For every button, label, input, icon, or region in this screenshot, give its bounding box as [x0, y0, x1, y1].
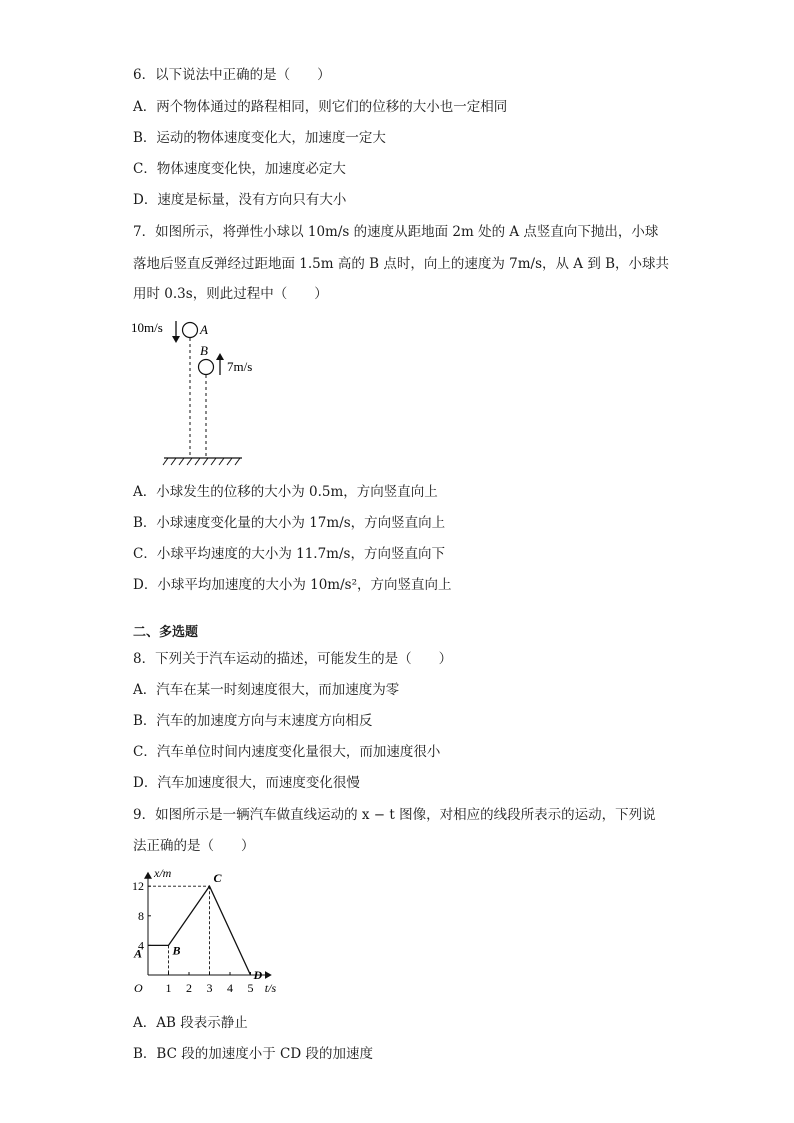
point-label: D — [253, 968, 263, 982]
q9-option-b: B．BC 段的加速度小于 CD 段的加速度 — [133, 1046, 373, 1062]
q8-option-b: B．汽车的加速度方向与末速度方向相反 — [133, 713, 373, 729]
y-tick-label: 4 — [138, 938, 144, 953]
q6-stem: 6．以下说法中正确的是（ ） — [133, 67, 331, 83]
ball-b — [199, 360, 214, 375]
q7-v-up-label: 7m/s — [227, 359, 253, 374]
point-label: B — [172, 943, 181, 958]
label-b: B — [200, 343, 208, 358]
x-tick-label: 5 — [247, 981, 254, 995]
q7-ball-figure — [128, 312, 263, 472]
q9-stem-line2: 法正确的是（ ） — [133, 838, 255, 854]
q8-option-a: A．汽车在某一时刻速度很大，而加速度为零 — [133, 682, 400, 698]
x-tick-label: 1 — [165, 981, 172, 995]
q6-option-a: A．两个物体通过的路程相同，则它们的位移的大小也一定相同 — [133, 99, 508, 115]
q8-stem: 8．下列关于汽车运动的描述，可能发生的是（ ） — [133, 651, 453, 667]
ball-a — [183, 323, 198, 338]
q7-stem-line2: 落地后竖直反弹经过距地面 1.5m 高的 B 点时，向上的速度为 7m/s，从 A 到 B，小球共 — [133, 256, 670, 272]
q6-option-d: D．速度是标量，没有方向只有大小 — [133, 192, 347, 208]
section-title: 二、多选题 — [133, 625, 199, 640]
q8-option-d: D．汽车加速度很大，而速度变化很慢 — [133, 775, 360, 791]
label-a: A — [200, 322, 208, 337]
point-label: C — [213, 871, 222, 886]
x-axis-label: t/s — [264, 981, 277, 995]
xt-chart — [128, 868, 288, 1004]
q6-option-b: B．运动的物体速度变化大，加速度一定大 — [133, 130, 386, 146]
q9-stem-line1: 9．如图所示是一辆汽车做直线运动的 x − t 图像，对相应的线段所表示的运动，下列说 — [133, 807, 656, 823]
q7-option-b: B．小球速度变化量的大小为 17m/s，方向竖直向上 — [133, 515, 446, 531]
y-axis-label: x/m — [154, 868, 172, 880]
q7-v-down-label: 10m/s — [131, 320, 163, 335]
q7-stem-line1: 7．如图所示，将弹性小球以 10m/s 的速度从距地面 2m 处的 A 点竖直向下抛出，小球 — [133, 224, 659, 240]
ground-hatching — [163, 458, 240, 465]
q7-option-d: D．小球平均加速度的大小为 10m/s²，方向竖直向上 — [133, 577, 452, 593]
y-tick-label: 8 — [138, 908, 144, 923]
up-arrow-icon — [216, 353, 224, 360]
q8-option-c: C．汽车单位时间内速度变化量很大，而加速度很小 — [133, 744, 441, 760]
q7-option-c: C．小球平均速度的大小为 11.7m/s，方向竖直向下 — [133, 546, 445, 562]
q7-stem-line3: 用时 0.3s，则此过程中（ ） — [133, 286, 328, 302]
origin-label: O — [134, 981, 143, 995]
x-tick-label: 3 — [206, 981, 213, 995]
series-line — [148, 886, 251, 975]
down-arrow-icon — [172, 336, 180, 343]
point-label: A — [134, 946, 143, 961]
q9-option-a: A．AB 段表示静止 — [133, 1015, 248, 1031]
y-tick-label: 12 — [132, 879, 144, 894]
x-tick-label: 4 — [227, 981, 233, 995]
q6-option-c: C．物体速度变化快，加速度必定大 — [133, 161, 346, 177]
q7-option-a: A．小球发生的位移的大小为 0.5m，方向竖直向上 — [133, 484, 438, 500]
x-tick-label: 2 — [186, 981, 192, 995]
